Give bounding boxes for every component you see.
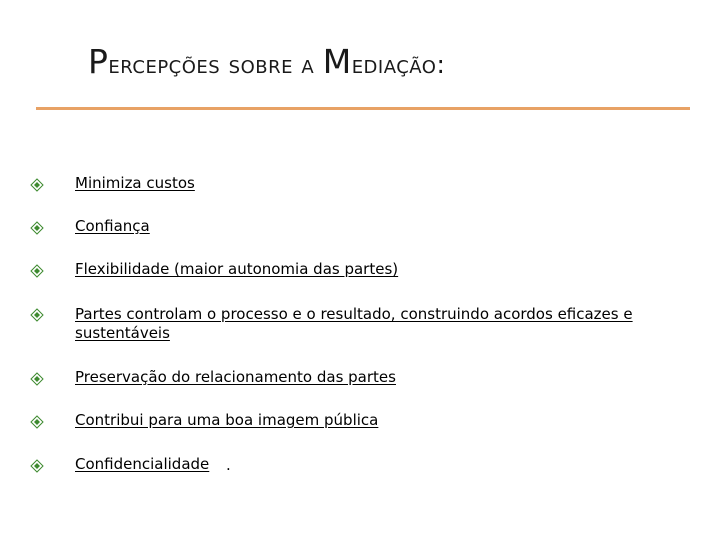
diamond-bullet-icon [30, 177, 44, 191]
bullet-text: Partes controlam o processo e o resultado, construindo acordos eficazes e sustentáveis [75, 305, 633, 342]
title-underline-rule [36, 107, 690, 110]
bullet-text-suffix: . [226, 456, 231, 474]
bullet-text-main: Confidencialidade [75, 455, 210, 473]
bullet-text: Minimiza custos [75, 174, 195, 192]
bullet-text: Contribui para uma boa imagem pública [75, 411, 379, 429]
title-segment-1: ercepções sobre a [108, 50, 323, 79]
diamond-bullet-icon [30, 263, 44, 277]
bullet-text: Flexibilidade (maior autonomia das partes) [75, 260, 399, 278]
bullet-text [75, 456, 209, 473]
diamond-bullet-icon [30, 220, 44, 234]
slide-title [88, 40, 445, 87]
bullet-text: Preservação do relacionamento das partes [75, 368, 396, 386]
diamond-bullet-icon [30, 307, 44, 321]
diamond-bullet-icon [30, 414, 44, 428]
title-segment-2: ediação: [351, 50, 446, 79]
diamond-bullet-icon [30, 458, 44, 472]
diamond-bullet-icon [30, 371, 44, 385]
title-initial-m: M [322, 42, 352, 81]
bullet-text: Confiança [75, 217, 150, 235]
title-initial-p: P [88, 42, 109, 81]
